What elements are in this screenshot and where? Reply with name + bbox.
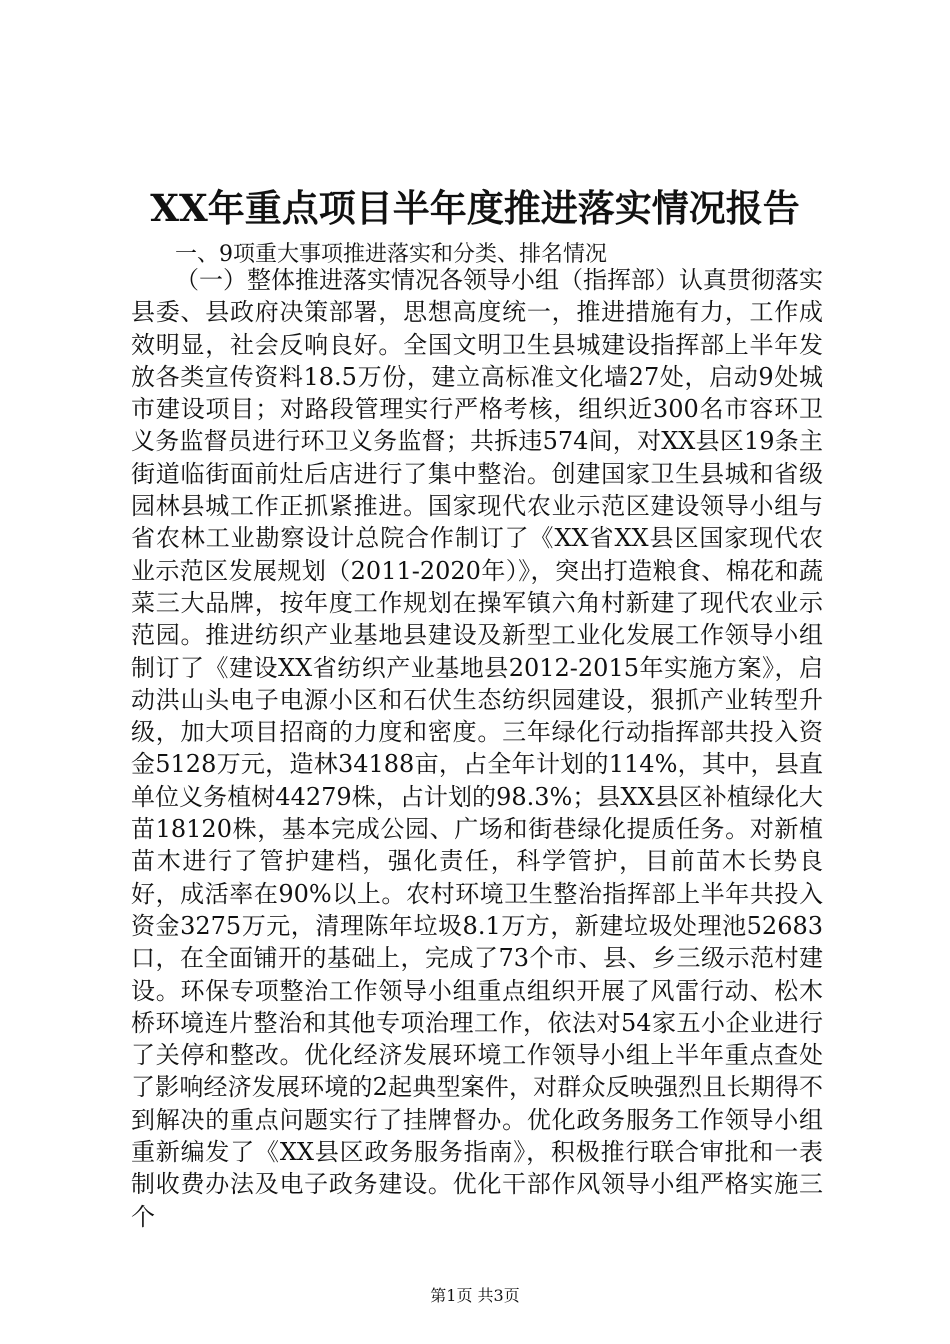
document-title: XX年重点项目半年度推进落实情况报告 [150,186,800,230]
body-paragraph: （一）整体推进落实情况各领导小组（指挥部）认真贯彻落实县委、县政府决策部署，思想高度统一，推进措施有力，工作成效明显，社会反响良好。全国文明卫生县城建设指挥部上半年发放各类宣传资料18.5万份，建立高标准文化墙27处，启动9处城市建设项目；对路段管理实行严格考核，组织近300名市容环卫义务监督员进行环卫义务监督；共拆违574间，对XX县区19条主街道临街面前灶后店进行了集中整治。创建国家卫生县城和省级园林县城工作正抓紧推进。国家现代农业示范区建设领导小组与省农林工业勘察设计总院合作制订了《XX省XX县区国家现代农业示范区发展规划（2011-2020年）》，突出打造粮食、棉花和蔬菜三大品牌，按年度工作规划在操军镇六角村新建了现代农业示范园。推进纺织产业基地县建设及新型工业化发展工作领导小组制订了《建设XX省纺织产业基地县2012-2015年实施方案》，启动洪山头电子电源小区和石伏生态纺织园建设，狠抓产业转型升级，加大项目招商的力度和密度。三年绿化行动指挥部共投入资金5128万元，造林34188亩，占全年计划的114%，其中，县直单位义务植树44279株，占计划的98.3%；县XX县区补植绿化大苗18120株，基本完成公园、广场和街巷绿化提质任务。对新植苗木进行了管护建档，强化责任，科学管护，目前苗木长势良好，成活率在90%以上。农村环境卫生整治指挥部上半年共投入资金3275万元，清理陈年垃圾8.1万方，新建垃圾处理池52683口，在全面铺开的基础上，完成了73个市、县、乡三级示范村建设。环保专项整治工作领导小组重点组织开展了风雷行动、松木桥环境连片整治和其他专项治理工作，依法对54家五小企业进行了关停和整改。优化经济发展环境工作领导小组上半年重点查处了影响经济发展环境的2起典型案件，对群众反映强烈且长期得不到解决的重点问题实行了挂牌督办。优化政务服务工作领导小组重新编发了《XX县区政务服务指南》，积极推行联合审批和一表制收费办法及电子政务建设。优化干部作风领导小组严格实施三个 [131,266,823,1231]
page-footer: 第1页 共3页 [430,1286,520,1305]
section-heading: 一、9项重大事项推进落实和分类、排名情况 [175,242,607,267]
